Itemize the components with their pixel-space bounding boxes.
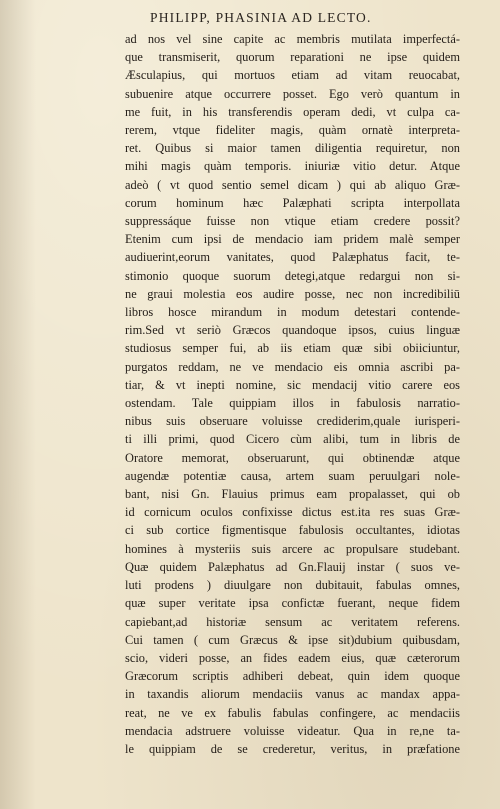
text-line: id cornicum oculos confixisse dictus est.ita res suas Græ- — [125, 505, 460, 520]
text-line: Græcorum scriptis adhiberi debeat, quin idem quoque — [125, 669, 460, 684]
text-line: nibus suis obseruare voluisse crediderim,quale iurisperi- — [125, 414, 460, 429]
body-text — [125, 30, 460, 758]
text-line: Cui tamen ( cum Græcus & ipse sit)dubium quibusdam, — [125, 632, 460, 647]
text-line: me fuit, in his transferendis operam dedi, vt culpa ca- — [125, 104, 460, 119]
text-line: in taxandis aliorum mendaciis vanus ac mandax appa- — [125, 687, 460, 702]
text-line: luti prodens ) diuulgare non dubitauit, fabulas omnes, — [125, 578, 460, 593]
text-line: studiosus semper fui, ab iis etiam quæ sibi obiiciuntur, — [125, 341, 460, 356]
text-line: ad nos vel sine capite ac membris mutilata imperfectá- — [125, 32, 460, 46]
text-line: que transmiserit, quorum reparationi ne ipse quidem — [125, 50, 460, 65]
text-line: ne graui molestia eos audire posse, nec non incredibiliū — [125, 286, 460, 301]
text-line: suppressáque fuisse non vtique etiam credere possit? — [125, 214, 460, 229]
text-line: libros hosce mirandum in modum detestari contende- — [125, 305, 460, 320]
running-head: PHILIPP, PHASINIA AD LECTO. — [150, 10, 372, 25]
text-line: Æsculapius, qui mortuos etiam ad vitam reuocabat, — [125, 68, 460, 83]
text-line: capiebant,ad historiæ sensum ac veritatem referens. — [125, 614, 460, 629]
text-line: augendæ potentiæ causa, artem suam peruulgari nole- — [125, 468, 460, 483]
text-line: reat, ne ve ex fabulis fabulas confingere, ac mendaciis — [125, 705, 460, 720]
text-line: le quippiam de se crederetur, veritus, in præfatione — [125, 741, 460, 756]
text-line: rerem, vtque fideliter magis, quàm ornatè interpreta- — [125, 123, 460, 138]
text-line: subuenire atque occurrere posset. Ego verò quantum in — [125, 86, 460, 101]
text-line: homines à mysteriis suis arcere ac propulsare studebant. — [125, 541, 460, 556]
text-line: purgatos reddam, ne ve mendacio eis omnia ascribi pa- — [125, 359, 460, 374]
text-line: stimonio quoque suorum detegi,atque redargui non si- — [125, 268, 460, 283]
text-line: corum hominum hæc Palæphati scripta interpollata — [125, 195, 460, 210]
text-line: Oratore memorat, obseruarunt, qui obtinendæ atque — [125, 450, 460, 465]
text-line: Quæ quidem Palæphatus ad Gn.Flauij instar ( suos ve- — [125, 559, 460, 574]
text-line: bant, nisi Gn. Flauius primus eam propalasset, qui ob — [125, 487, 460, 502]
text-line: audiuerint,eorum vanitates, quod Palæphatus facit, te- — [125, 250, 460, 265]
text-line: rim.Sed vt seriò Græcos quandoque ipsos, cuius linguæ — [125, 323, 460, 338]
text-line: ret. Quibus si maior tamen diligentia requiretur, non — [125, 141, 460, 156]
text-line: adeò ( vt quod sentio semel dicam ) qui ab aliquo Græ- — [125, 177, 460, 192]
text-line: ci sub cortice figmentisque fabulosis occultantes, idiotas — [125, 523, 460, 538]
text-line: quæ super veritate ipsa confictæ fuerant, neque fidem — [125, 596, 460, 611]
text-line: tiar, & vt inepti nomine, sic mendacij vitio carere eos — [125, 377, 460, 392]
text-line: mendacia adstruere voluisse videatur. Qua in re,ne ta- — [125, 723, 460, 738]
text-line: ostendam. Tale quippiam illos in fabulosis narratio- — [125, 396, 460, 411]
text-line: mihi magis quàm temporis. iniuriæ vitio detur. Atque — [125, 159, 460, 174]
text-line: ti illi primi, quod Cicero cùm alibi, tum in libris de — [125, 432, 460, 447]
text-line: Etenim cum ipsi de mendacio iam pridem malè semper — [125, 232, 460, 247]
text-line: scio, videri posse, an fides eadem eius, quæ cæterorum — [125, 650, 460, 665]
